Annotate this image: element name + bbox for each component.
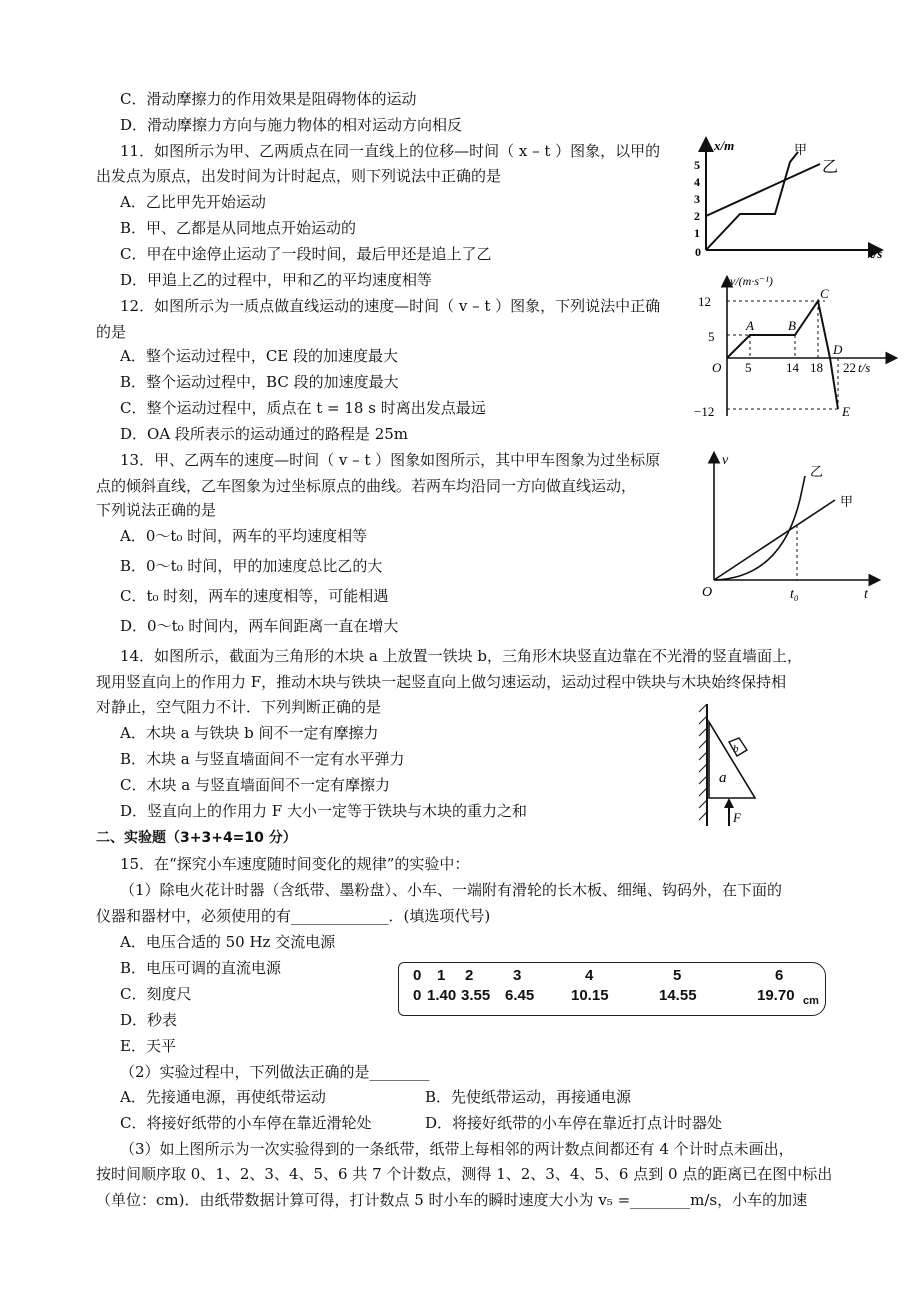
q12-y-label: v/(m·s⁻¹)	[730, 274, 773, 288]
q15-option-b: B．电压可调的直流电源	[120, 959, 282, 977]
q13-origin: O	[702, 585, 713, 600]
tape-dist-4: 10.15	[571, 987, 609, 1004]
q12-pt-e: E	[842, 404, 850, 419]
q11-option-a: A．乙比甲先开始运动	[120, 193, 266, 211]
q13-vt-graph	[690, 448, 890, 608]
q14-label-f: F	[733, 810, 741, 825]
q11-y-label: x/m	[714, 138, 735, 153]
q15-option-e: E．天平	[120, 1037, 176, 1055]
q11-xt-graph	[690, 132, 900, 262]
q11-option-c: C．甲在中途停止运动了一段时间，最后甲还是追上了乙	[120, 245, 492, 263]
q12-x5: 5	[745, 360, 752, 375]
q14-stem-line3: 对静止，空气阻力不计．下列判断正确的是	[96, 698, 382, 716]
q15-part2-option-c: C．将接好纸带的小车停在靠近滑轮处	[120, 1114, 372, 1132]
q12-stem-line2: 的是	[96, 323, 127, 341]
q11-label-yi: 乙	[822, 159, 839, 176]
q15-part3-line1: （3）如上图所示为一次实验得到的一条纸带，纸带上每相邻的两计数点间都还有 4 个计时点未画出，	[120, 1140, 794, 1158]
q11-option-b: B．甲、乙都是从同地点开始运动的	[120, 219, 357, 237]
q12-x18: 18	[810, 360, 823, 375]
q14-wedge-diagram	[695, 702, 765, 830]
q13-label-jia: 甲	[840, 494, 854, 509]
tape-unit: cm	[803, 995, 819, 1007]
q15-option-c: C．刻度尺	[120, 985, 192, 1003]
q11-tick-5: 5	[694, 158, 700, 172]
q12-stem-line1: 12．如图所示为一质点做直线运动的速度—时间（ v – t ）图象，下列说法中正确	[120, 297, 661, 315]
q11-tick-2: 2	[694, 209, 700, 223]
q12-pt-c: C	[820, 286, 829, 301]
q10-option-c: C．滑动摩擦力的作用效果是阻碍物体的运动	[120, 90, 417, 108]
q14-stem-line1: 14．如图所示，截面为三角形的木块 a 上放置一铁块 b，三角形木块竖直边靠在不光滑的竖直墙面上，	[120, 647, 802, 665]
q11-tick-4: 4	[694, 175, 700, 189]
q15-paper-tape	[398, 962, 826, 1016]
q11-label-jia: 甲	[794, 142, 808, 157]
q11-line-jia	[706, 152, 798, 250]
q12-y5: 5	[708, 329, 715, 344]
tape-index-5: 5	[673, 967, 682, 984]
q14-option-c: C．木块 a 与竖直墙面间不一定有摩擦力	[120, 776, 390, 794]
tape-index-1: 1	[437, 967, 446, 984]
q12-origin: O	[712, 360, 722, 375]
q12-option-d: D．OA 段所表示的运动通过的路程是 25m	[120, 425, 409, 443]
q15-part2-option-a: A．先接通电源，再使纸带运动	[120, 1088, 326, 1106]
q14-label-b: b	[733, 743, 739, 755]
q12-pt-b: B	[788, 318, 796, 333]
q13-option-b: B．0～t₀ 时间，甲的加速度总比乙的大	[120, 557, 383, 575]
q13-line-jia	[714, 500, 835, 580]
tape-index-3: 3	[513, 967, 522, 984]
q12-x-label: t/s	[858, 360, 871, 375]
q14-stem-line2: 现用竖直向上的作用力 F，推动木块与铁块一起竖直向上做匀速运动，运动过程中铁块与木块始终保持相	[96, 673, 787, 691]
q11-option-d: D．甲追上乙的过程中，甲和乙的平均速度相等	[120, 271, 433, 289]
tape-dist-6: 19.70	[757, 987, 795, 1004]
tape-dist-1: 1.40	[427, 987, 457, 1004]
q12-option-a: A．整个运动过程中，CE 段的加速度最大	[120, 347, 399, 365]
q12-x22: 22	[843, 360, 856, 375]
q14-label-a: a	[719, 770, 727, 786]
tape-index-6: 6	[775, 967, 784, 984]
q12-pt-a: A	[746, 318, 754, 333]
q13-label-yi: 乙	[810, 464, 824, 479]
q13-option-a: A．0～t₀ 时间，两车的平均速度相等	[120, 527, 368, 545]
q13-stem-line3: 下列说法正确的是	[96, 501, 217, 519]
q11-origin: 0	[695, 245, 701, 259]
q11-stem-line2: 出发点为原点，出发时间为计时起点，则下列说法中正确的是	[96, 167, 502, 185]
q15-part1-line1: （1）除电火花计时器（含纸带、墨粉盘）、小车、一端附有滑轮的长木板、细绳、钩码外，在下面的	[120, 881, 783, 899]
q15-part1-line2: 仪器和器材中，必须使用的有_____________．(填选项代号)	[96, 907, 491, 925]
section-2-title: 二、实验题（3+3+4=10 分）	[96, 830, 297, 846]
q12-x14: 14	[786, 360, 799, 375]
q15-part3-line3: （单位：cm)．由纸带数据计算可得，打计数点 5 时小车的瞬时速度大小为 v₅ =________m/s，小车的加速	[96, 1191, 808, 1209]
q10-option-d: D．滑动摩擦力方向与施力物体的相对运动方向相反	[120, 116, 463, 134]
tape-index-2: 2	[465, 967, 474, 984]
tape-dist-2: 3.55	[461, 987, 491, 1004]
q11-tick-3: 3	[694, 192, 700, 206]
q12-yn12: −12	[694, 404, 715, 419]
tape-index-4: 4	[585, 967, 594, 984]
q14-option-a: A．木块 a 与铁块 b 间不一定有摩擦力	[120, 724, 379, 742]
tape-dist-3: 6.45	[505, 987, 535, 1004]
q11-tick-1: 1	[694, 226, 700, 240]
q12-option-b: B．整个运动过程中，BC 段的加速度最大	[120, 373, 399, 391]
q13-option-c: C．t₀ 时刻，两车的速度相等，可能相遇	[120, 587, 389, 605]
q13-stem-line2: 点的倾斜直线，乙车图象为过坐标原点的曲线。若两车均沿同一方向做直线运动，	[96, 477, 637, 495]
q12-pt-d: D	[833, 342, 843, 357]
q13-t0: t₀	[790, 587, 799, 602]
q15-option-a: A．电压合适的 50 Hz 交流电源	[120, 933, 336, 951]
tape-index-0: 0	[413, 967, 422, 984]
q13-stem-line1: 13．甲、乙两车的速度—时间（ v – t ）图象如图所示，其中甲车图象为过坐标原	[120, 451, 661, 469]
q15-stem: 15．在“探究小车速度随时间变化的规律”的实验中：	[120, 855, 470, 873]
q13-y-label: v	[722, 453, 729, 468]
q13-option-d: D．0～t₀ 时间内，两车间距离一直在增大	[120, 617, 399, 635]
q12-y12: 12	[698, 294, 711, 309]
q12-option-c: C．整个运动过程中，质点在 t = 18 s 时离出发点最远	[120, 399, 486, 417]
q15-part2-option-b: B．先使纸带运动，再接通电源	[425, 1088, 632, 1106]
q12-line	[727, 301, 838, 409]
q14-block-a	[709, 722, 755, 798]
q15-option-d: D．秒表	[120, 1011, 178, 1029]
q11-x-label: t/s	[870, 246, 883, 261]
q15-part2: （2）实验过程中，下列做法正确的是________	[120, 1063, 430, 1081]
q13-x-label: t	[864, 587, 868, 602]
tape-dist-5: 14.55	[659, 987, 697, 1004]
q11-line-yi	[706, 164, 820, 216]
tape-dist-0: 0	[413, 987, 422, 1004]
q14-option-b: B．木块 a 与竖直墙面间不一定有水平弹力	[120, 750, 405, 768]
q15-part2-option-d: D．将接好纸带的小车停在靠近打点计时器处	[425, 1114, 723, 1132]
q11-stem-line1: 11．如图所示为甲、乙两质点在同一直线上的位移—时间（ x – t ）图象，以甲的	[120, 142, 661, 160]
q15-part3-line2: 按时间顺序取 0、1、2、3、4、5、6 共 7 个计数点，测得 1、2、3、4、5、6 点到 0 点的距离已在图中标出	[96, 1165, 833, 1183]
q12-vt-graph	[690, 268, 905, 428]
q14-option-d: D．竖直向上的作用力 F 大小一定等于铁块与木块的重力之和	[120, 802, 527, 820]
